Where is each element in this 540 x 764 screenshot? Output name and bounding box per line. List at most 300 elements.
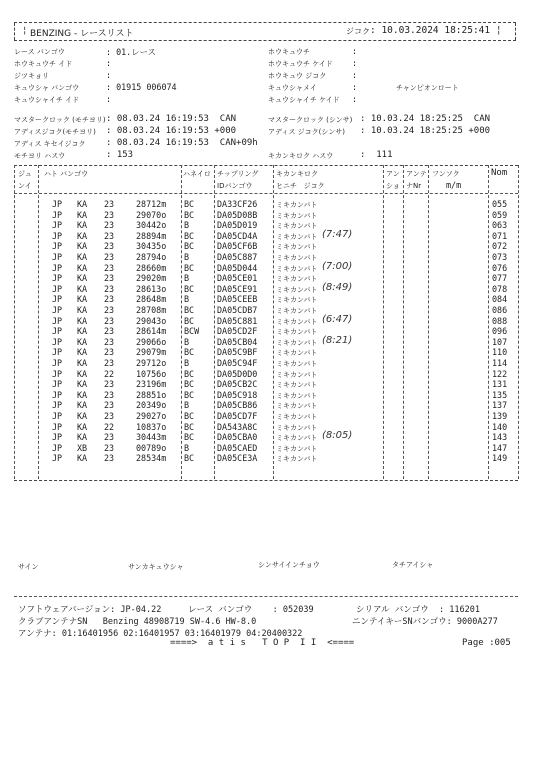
table-row — [0, 305, 540, 316]
distance-label: ジツキョリ — [14, 72, 49, 80]
nom-value: 086 — [492, 305, 508, 315]
chip-id: DA05C887 — [217, 252, 258, 262]
footer-brand: ====> a t i s T O P I I <==== — [170, 638, 355, 648]
chip-id: DA05CD2F — [217, 326, 258, 337]
sign-label: サイン — [18, 563, 39, 571]
atis-time-value: : 08.03.24 16:19:53 +000 — [106, 126, 237, 136]
colon: : — [352, 58, 358, 68]
nom-value: 139 — [492, 411, 508, 421]
feather-color: BC — [184, 368, 195, 379]
record-status: ミキカンバト — [276, 455, 318, 464]
handwritten-note: (8:21) — [322, 334, 353, 346]
bird-number: 28894m — [136, 230, 167, 241]
table-row — [0, 379, 540, 390]
col-header-bird-num: ハト バンゴウ — [44, 170, 89, 178]
bird-country: JP — [52, 411, 63, 421]
bird-number: 20349o — [136, 400, 167, 411]
bird-country: JP — [52, 389, 63, 400]
bird-category: KA — [77, 368, 88, 379]
chip-id: DA05D0D0 — [217, 368, 258, 379]
bird-year: 23 — [104, 199, 115, 209]
record-status: ミキカンバト — [276, 296, 318, 305]
bird-year: 23 — [104, 294, 115, 305]
nom-value: 055 — [492, 199, 508, 209]
footer-divider — [14, 596, 518, 597]
col-header-rank-b: ンイ — [18, 182, 32, 190]
bird-category: XB — [77, 442, 88, 453]
lofter-lat-label: キュウシャイチ イド — [14, 96, 80, 104]
bird-year: 23 — [104, 305, 115, 315]
club-num-value: : 01915 006074 — [106, 82, 177, 92]
colon: : — [106, 70, 112, 80]
record-status: ミキカンバト — [276, 307, 318, 315]
bird-category: KA — [77, 326, 88, 337]
bird-number: 30442o — [136, 220, 167, 231]
bird-country: JP — [52, 421, 63, 432]
nom-value: 073 — [492, 252, 508, 262]
bird-category: KA — [77, 241, 88, 252]
col-header-antenna-b: ナNr — [406, 182, 422, 190]
colon: : — [352, 94, 358, 104]
bird-category: KA — [77, 305, 88, 315]
table-row — [0, 199, 540, 210]
bird-category: KA — [77, 199, 88, 209]
bird-category: KA — [77, 358, 88, 368]
bird-category: KA — [77, 230, 88, 241]
bird-year: 23 — [104, 358, 115, 368]
table-row — [0, 260, 540, 274]
col-header-speed-b: m/m — [446, 180, 462, 190]
bird-country: JP — [52, 252, 63, 262]
bird-number: 28614m — [136, 326, 167, 337]
footer-software-version: ソフトウェアバージョン: JP-04.22 — [18, 605, 162, 615]
footer-antennas: アンテナ: 01:16401956 02:16401957 03:16401979 04:20400322 — [18, 629, 303, 639]
handwritten-note: (6:47) — [322, 313, 353, 325]
bird-category: KA — [77, 262, 88, 273]
entry-count-label: モチヨリ ハスウ — [14, 152, 66, 160]
feather-color: B — [184, 252, 190, 262]
bird-year: 23 — [104, 209, 115, 220]
bird-number: 29070o — [136, 209, 167, 220]
bird-number: 28648m — [136, 294, 167, 305]
bird-year: 23 — [104, 347, 115, 358]
feather-color: BC — [184, 389, 195, 400]
bird-number: 28794o — [136, 252, 167, 262]
bird-country: JP — [52, 262, 63, 273]
colon: : — [106, 94, 112, 104]
table-row — [0, 220, 540, 231]
handwritten-note: (8:05) — [322, 430, 353, 442]
record-status: ミキカンバト — [276, 211, 318, 220]
bird-country: JP — [52, 273, 63, 284]
feather-color: BC — [184, 379, 195, 390]
bird-category: KA — [77, 273, 88, 284]
feather-color: B — [184, 400, 190, 411]
bird-number: 29066o — [136, 336, 167, 347]
feather-color: BC — [184, 411, 195, 421]
chip-id: DA05CAED — [217, 442, 258, 453]
bird-year: 23 — [104, 442, 115, 453]
bird-number: 23196m — [136, 379, 167, 390]
bird-year: 23 — [104, 252, 115, 262]
returned-count-label: キカンキロク ハスウ — [268, 152, 334, 160]
table-row — [0, 422, 540, 433]
atis-time-right-label: アディス ジコク(シンサ) — [268, 128, 345, 136]
bird-number: 30443m — [136, 432, 167, 443]
atis-time-right-value: : 10.03.24 18:25:25 +000 — [360, 126, 491, 136]
bird-number: 28660m — [136, 262, 167, 273]
bird-category: KA — [77, 453, 88, 464]
bird-year: 23 — [104, 315, 115, 326]
table-header-divider — [14, 193, 518, 194]
bird-category: KA — [77, 315, 88, 326]
handwritten-note: (8:49) — [322, 281, 353, 293]
col-header-place-b: ショ — [386, 182, 400, 190]
col-header-rank-a: ジュ — [18, 170, 32, 178]
bird-country: JP — [52, 453, 63, 464]
atis-time-label: アディスジコク(モチヨリ) — [14, 128, 96, 136]
table-row — [0, 281, 540, 295]
document-title: BENZING - レースリスト — [30, 29, 134, 39]
footer-race-number: レース バンゴウ : 052039 — [188, 605, 314, 615]
table-row — [0, 453, 540, 464]
nom-value: 140 — [492, 421, 508, 432]
col-header-antenna-a: アンテ — [406, 170, 427, 178]
chip-id: DA05CE3A — [217, 453, 258, 464]
bird-number: 30435o — [136, 241, 167, 252]
bird-category: KA — [77, 411, 88, 421]
bird-number: 28613o — [136, 283, 167, 294]
nom-value: 084 — [492, 294, 508, 305]
bird-country: JP — [52, 358, 63, 368]
nom-value: 143 — [492, 432, 508, 443]
bird-year: 23 — [104, 453, 115, 464]
bird-number: 28534m — [136, 453, 167, 464]
chip-id: DA33CF26 — [217, 199, 258, 209]
returned-count-value: : 111 — [360, 150, 393, 160]
bird-year: 23 — [104, 411, 115, 421]
chip-id: DA05D019 — [217, 220, 258, 231]
chip-id: DA05D044 — [217, 262, 258, 273]
bird-category: KA — [77, 379, 88, 390]
bird-year: 23 — [104, 283, 115, 294]
bird-year: 23 — [104, 326, 115, 337]
chip-id: DA05CD4A — [217, 230, 258, 241]
bird-country: JP — [52, 241, 63, 252]
bird-number: 29020m — [136, 273, 167, 284]
bird-number: 29043o — [136, 315, 167, 326]
bird-country: JP — [52, 315, 63, 326]
handwritten-note: (7:47) — [322, 228, 353, 240]
bird-year: 23 — [104, 379, 115, 390]
feather-color: BCW — [184, 326, 200, 337]
chip-id: DA05CB04 — [217, 336, 258, 347]
colon: : — [352, 70, 358, 80]
footer-club-antenna: クラブアンテナSN Benzing 48908719 SW-4.6 HW-8.0 — [18, 617, 257, 627]
nom-value: 076 — [492, 262, 508, 273]
chip-id: DA05CF6B — [217, 241, 258, 252]
bird-number: 29027o — [136, 411, 167, 421]
bird-category: KA — [77, 347, 88, 358]
record-status: ミキカンバト — [276, 349, 318, 358]
colon: : — [352, 82, 358, 92]
record-status: ミキカンバト — [276, 317, 318, 326]
bird-country: JP — [52, 368, 63, 379]
page-number: Page :005 — [462, 638, 511, 648]
club-num-label: キュウシャ バンゴウ — [14, 84, 80, 92]
nom-value: 107 — [492, 336, 508, 347]
col-header-color: ハネイロ — [183, 170, 211, 178]
record-status: ミキカンバト — [276, 370, 318, 379]
chip-id: DA05CB86 — [217, 400, 258, 411]
bird-country: JP — [52, 283, 63, 294]
nom-value: 110 — [492, 347, 508, 358]
release-place-label: ホウキュウチ イド — [14, 60, 73, 68]
col-header-speed-a: フンソク — [432, 170, 460, 178]
chip-id: DA05CBA0 — [217, 432, 258, 443]
feather-color: BC — [184, 421, 195, 432]
place-label: ホウキュウチ — [268, 48, 310, 56]
feather-color: BC — [184, 315, 195, 326]
nom-value: 088 — [492, 315, 508, 326]
bird-year: 23 — [104, 220, 115, 231]
handwritten-note: (7:00) — [322, 260, 353, 272]
bird-country: JP — [52, 305, 63, 315]
footer-auth-key: ニンテイキーSNバンゴウ: 9000A277 — [352, 617, 498, 627]
release-time-label: ホウキュウ ジコク — [268, 72, 327, 80]
record-status: ミキカンバト — [276, 413, 318, 421]
atis-regulated-value: : 08.03.24 16:19:53 CAN+09h — [106, 138, 258, 148]
col-header-nom: Nom — [491, 168, 508, 178]
table-row — [0, 358, 540, 369]
colon: : — [106, 58, 112, 68]
chip-id: DA05C9BF — [217, 347, 258, 358]
table-body — [0, 199, 540, 479]
record-status: ミキカンバト — [276, 285, 318, 294]
nom-value: 135 — [492, 389, 508, 400]
bird-country: JP — [52, 336, 63, 347]
nom-value: 063 — [492, 220, 508, 231]
bird-category: KA — [77, 432, 88, 443]
witness-label: タチアイシャ — [392, 561, 434, 569]
record-status: ミキカンバト — [276, 434, 318, 443]
race-num-label: レース バンゴウ — [14, 48, 65, 56]
record-status: ミキカンバト — [276, 264, 318, 273]
feather-color: BC — [184, 347, 195, 358]
record-status: ミキカンバト — [276, 201, 318, 209]
bird-country: JP — [52, 294, 63, 305]
feather-color: BC — [184, 199, 195, 209]
bird-country: JP — [52, 220, 63, 231]
feather-color: B — [184, 336, 190, 347]
nom-value: 122 — [492, 368, 508, 379]
nom-value: 071 — [492, 230, 508, 241]
bird-number: 28708m — [136, 305, 167, 315]
feather-color: BC — [184, 453, 195, 464]
bird-category: KA — [77, 220, 88, 231]
table-row — [0, 294, 540, 305]
nom-value: 149 — [492, 453, 508, 464]
table-row — [0, 273, 540, 284]
bird-country: JP — [52, 199, 63, 209]
header-title-prefix: ¦ — [22, 26, 28, 36]
bird-category: KA — [77, 400, 88, 411]
feather-color: B — [184, 294, 190, 305]
chip-id: DA05C94F — [217, 358, 258, 368]
chip-id: DA543A8C — [217, 421, 258, 432]
nom-value: 096 — [492, 326, 508, 337]
feather-color: B — [184, 273, 190, 284]
table-row — [0, 210, 540, 221]
record-status: ミキカンバト — [276, 222, 318, 231]
feather-color: B — [184, 442, 190, 453]
feather-color: B — [184, 220, 190, 231]
table-row — [0, 241, 540, 252]
lofter-lon-label: キュウシャイチ ケイド — [268, 96, 340, 104]
table-row — [0, 369, 540, 380]
nom-value: 059 — [492, 209, 508, 220]
header-time-value: : 10.03.2024 18:25:41 ¦ — [370, 25, 502, 36]
chip-id: DA05CE01 — [217, 273, 258, 284]
bird-year: 23 — [104, 336, 115, 347]
record-status: ミキカンバト — [276, 391, 318, 400]
participant-label: サンカキュウシャ — [128, 563, 184, 571]
lofter-name-value: チャンピオンロート — [396, 84, 459, 92]
bird-country: JP — [52, 209, 63, 220]
nom-value: 072 — [492, 241, 508, 252]
master-clock-right-label: マスタークロック (シンサ) — [268, 116, 353, 124]
release-lat-label: ホウキュウチ ケイド — [268, 60, 333, 68]
nom-value: 137 — [492, 400, 508, 411]
col-header-record-b: ヒニチ ジコク — [276, 182, 325, 190]
bird-number: 00789o — [136, 442, 167, 453]
nom-value: 078 — [492, 283, 508, 294]
table-row — [0, 443, 540, 454]
table-row — [0, 432, 540, 443]
chip-id: DA05CE91 — [217, 283, 258, 294]
chip-id: DA05CDB7 — [217, 305, 258, 315]
table-row — [0, 400, 540, 411]
feather-color: BC — [184, 305, 195, 315]
record-status: ミキカンバト — [276, 444, 318, 453]
bird-year: 22 — [104, 421, 115, 432]
chip-id: DA05D08B — [217, 209, 258, 220]
bird-number: 28851o — [136, 389, 167, 400]
bird-category: KA — [77, 209, 88, 220]
bird-year: 23 — [104, 241, 115, 252]
bird-number: 10756o — [136, 368, 167, 379]
feather-color: BC — [184, 432, 195, 443]
place-colon: : — [352, 46, 358, 56]
feather-color: B — [184, 358, 190, 368]
bird-country: JP — [52, 230, 63, 241]
chip-id: DA05C881 — [217, 315, 258, 326]
record-status: ミキカンバト — [276, 275, 318, 284]
entry-count-value: : 153 — [106, 150, 134, 160]
bird-number: 28712m — [136, 199, 167, 209]
feather-color: BC — [184, 230, 195, 241]
bird-category: KA — [77, 294, 88, 305]
atis-regulated-label: アディス キセイジコク — [14, 140, 86, 148]
master-clock-value: : 08.03.24 16:19:53 CAN — [106, 114, 237, 124]
race-num-value: : 01.レース — [106, 47, 156, 57]
bird-category: KA — [77, 389, 88, 400]
table-row — [0, 347, 540, 358]
bird-country: JP — [52, 379, 63, 390]
record-status: ミキカンバト — [276, 402, 318, 411]
bird-category: KA — [77, 336, 88, 347]
chip-id: DA05CD7F — [217, 411, 258, 421]
feather-color: BC — [184, 283, 195, 294]
col-header-place-a: アン — [386, 170, 400, 178]
bird-year: 22 — [104, 368, 115, 379]
table-row — [0, 411, 540, 422]
master-clock-label: マスタークロック (モチヨリ) — [14, 116, 106, 124]
bird-country: JP — [52, 442, 63, 453]
master-clock-right-value: : 10.03.24 18:25:25 CAN — [360, 114, 491, 124]
bird-category: KA — [77, 283, 88, 294]
footer-serial-number: シリアル バンゴウ : 116201 — [356, 605, 480, 615]
feather-color: BC — [184, 241, 195, 252]
bird-country: JP — [52, 326, 63, 337]
header-time-label: ジコク — [346, 27, 370, 36]
bird-country: JP — [52, 400, 63, 411]
bird-year: 23 — [104, 400, 115, 411]
record-status: ミキカンバト — [276, 381, 318, 390]
bird-year: 23 — [104, 273, 115, 284]
record-status: ミキカンバト — [276, 254, 318, 262]
col-header-chip-b: IDバンゴウ — [217, 182, 253, 190]
bird-year: 23 — [104, 262, 115, 273]
bird-country: JP — [52, 347, 63, 358]
table-row — [0, 390, 540, 401]
feather-color: BC — [184, 209, 195, 220]
feather-color: BC — [184, 262, 195, 273]
nom-value: 114 — [492, 358, 508, 368]
table-row — [0, 326, 540, 337]
bird-number: 29712o — [136, 358, 167, 368]
col-header-chip-a: チップリング — [217, 170, 259, 178]
judge-chair-label: シンサイインチョウ — [258, 561, 320, 569]
bird-category: KA — [77, 252, 88, 262]
col-header-record-a: キカンキロク — [276, 170, 318, 178]
record-status: ミキカンバト — [276, 232, 318, 241]
bird-year: 23 — [104, 389, 115, 400]
table-row — [0, 313, 540, 327]
bird-year: 23 — [104, 432, 115, 443]
record-status: ミキカンバト — [276, 328, 318, 337]
nom-value: 147 — [492, 442, 508, 453]
chip-id: DA05CEEB — [217, 294, 258, 305]
table-row — [0, 252, 540, 263]
chip-id: DA05CB2C — [217, 379, 258, 390]
table-row — [0, 228, 540, 242]
chip-id: DA05C918 — [217, 389, 258, 400]
bird-year: 23 — [104, 230, 115, 241]
record-status: ミキカンバト — [276, 360, 318, 368]
bird-category: KA — [77, 421, 88, 432]
record-status: ミキカンバト — [276, 243, 318, 252]
nom-value: 131 — [492, 379, 508, 390]
nom-value: 077 — [492, 273, 508, 284]
table-row — [0, 334, 540, 348]
bird-number: 10837o — [136, 421, 167, 432]
bird-number: 29079m — [136, 347, 167, 358]
record-status: ミキカンバト — [276, 423, 318, 432]
record-status: ミキカンバト — [276, 338, 318, 347]
bird-country: JP — [52, 432, 63, 443]
lofter-name-label: キュウシャメイ — [268, 84, 317, 92]
